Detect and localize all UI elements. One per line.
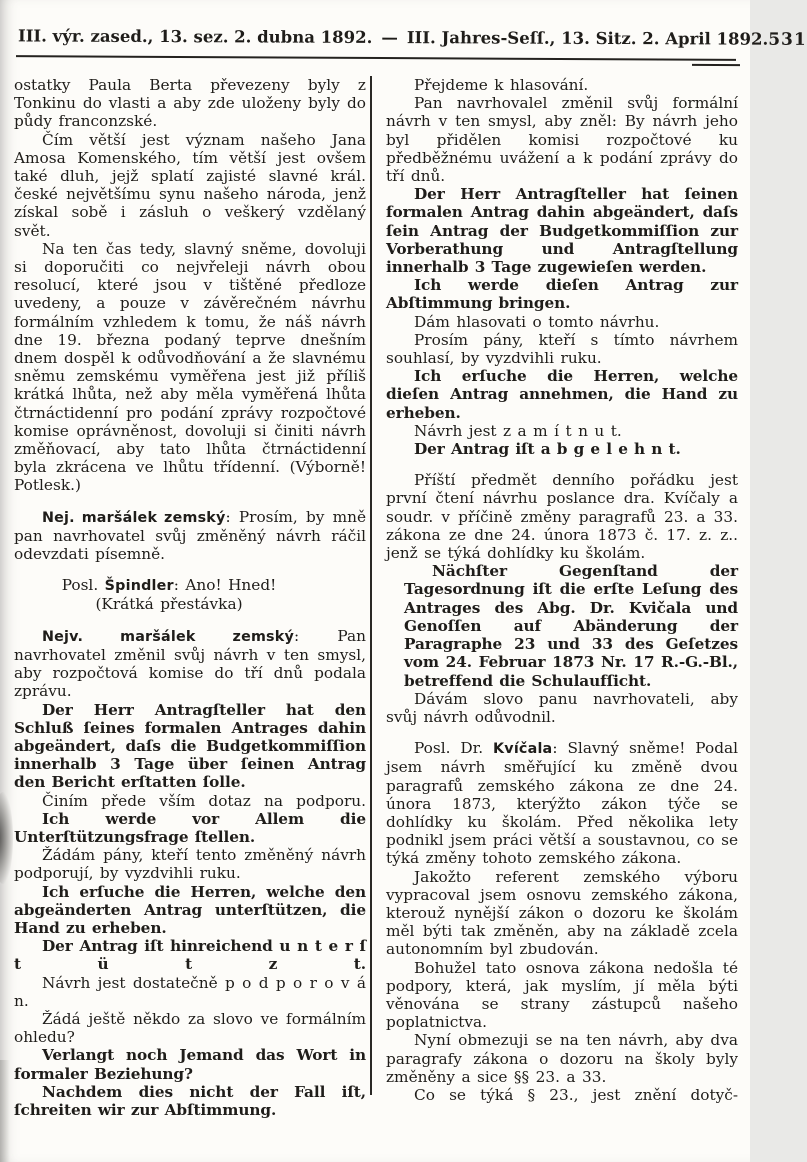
paragraph-text: Co se týká § 23., jest znění dotyč- bbox=[414, 1085, 738, 1104]
left-paragraph-1 bbox=[14, 76, 366, 131]
paragraph-text: (Krátká přestávka) bbox=[95, 595, 243, 614]
left-paragraph-7 bbox=[14, 627, 366, 701]
column-divider bbox=[370, 76, 372, 1095]
scan-artifact-blob bbox=[0, 792, 13, 884]
paragraph-text: Návrh jest z a m í t n u t. bbox=[414, 421, 622, 440]
right-paragraph-5 bbox=[386, 313, 738, 331]
right-paragraph-6 bbox=[386, 331, 738, 367]
speaker-prefix: Posl. Dr. bbox=[414, 739, 494, 758]
paragraph-text: Žádá ještě někdo za slovo ve formálním ohledu? bbox=[14, 1009, 366, 1047]
paragraph-text: Na ten čas tedy, slavný sněme, dovoluji si doporučiti co nejvřeleji návrh obou resolucí, které jsou v tištěné předloze uvedeny, a pouze v závěrečném návrhu formálním vzhledem k tomu, že náš návrh dne 19. března podaný teprve dnešním dnem dospěl k odůvodňování a že slavnému sněmu zemskému vyměřena jest již příliš krátká lhůta, než aby měla vyměřená lhůta čtrnáctidenní pro podání zprávy rozpočtové komise oprávněnost, dovoluji si činiti návrh změňovací, aby tato lhůta čtrnáctidenní byla zkrácena ve lhůtu třídenní. (Výborně! Potlesk.) bbox=[14, 239, 366, 495]
right-paragraph-7 bbox=[386, 367, 738, 422]
right-paragraph-17 bbox=[386, 1086, 738, 1104]
paragraph-text: Der Herr Antragſteller hat ſeinen formalen Antrag dahin abgeändert, daſs ſein Antrag der Budgetkommiſſion zur Vorberathung und Antragſtellung innerhalb 3 Tage zugewieſen werden. bbox=[386, 185, 738, 277]
right-paragraph-10 bbox=[386, 471, 738, 562]
paragraph-text: Jakožto referent zemského výboru vypracoval jsem osnovu zemského zákona, kterouž nynější zákon o dozoru ke školám měl býti tak změněn, aby na základě zcela autonomním byl zbudován. bbox=[386, 867, 738, 959]
paragraph-text: Ich erſuche die Herren, welche dieſen Antrag annehmen, die Hand zu erheben. bbox=[386, 367, 738, 422]
left-paragraph-13 bbox=[14, 937, 366, 973]
paragraph-text: Der Herr Antragſteller hat den Schluß ſeines formalen Antrages dahin abgeändert, daſs die Budgetkommiſſion innerhalb 3 Tage über ſeinen Antrag den Bericht erſtatten ſolle. bbox=[14, 700, 366, 792]
column-right bbox=[386, 76, 738, 1104]
left-paragraph-5 bbox=[14, 576, 366, 595]
speaker-name: Špindler bbox=[104, 578, 174, 595]
right-paragraph-8 bbox=[386, 422, 738, 440]
paragraph-text: ostatky Paula Berta převezeny byly z Tonkinu do vlasti a aby zde uloženy byly do půdy franconzské. bbox=[14, 76, 366, 131]
scan-edge-shade bbox=[0, 1060, 10, 1162]
paragraph-text: Nächſter Gegenſtand der Tagesordnung iſt die erſte Leſung des Antrages des Abg. Dr. Kvičala und Genoſſen auf Abänderung der Paragraphe 23 und 33 des Geſetzes vom 24. Februar 1873 Nr. 17 R.-G.-Bl., betreffend die Schulaufſicht. bbox=[404, 562, 738, 690]
paragraph-text: Čím větší jest význam našeho Jana Amosa Komenského, tím větší jest ovšem také dluh, jejž splatí zajisté slavné král. české největšímu synu našeho národa, jenž získal sobě i zásluh o veškerý vzdělaný svět. bbox=[14, 130, 366, 240]
left-paragraph-2 bbox=[14, 131, 366, 240]
page-number: 531 bbox=[768, 29, 807, 50]
paragraph-text: Pan navrhovalel změnil svůj formální návrh v ten smysl, aby zněl: By návrh jeho byl přidělen komisi rozpočtové ku předběžnému uvážení a k podání zprávy do tří dnů. bbox=[386, 94, 738, 186]
left-paragraph-3 bbox=[14, 240, 366, 495]
paragraph-text: Návrh jest dostatečně p o d p o r o v á n. bbox=[14, 973, 366, 1010]
paragraph-text: Dávám slovo panu navrhovateli, aby svůj návrh odůvodnil. bbox=[386, 689, 738, 726]
column-left bbox=[14, 76, 366, 1119]
left-paragraph-8 bbox=[14, 701, 366, 792]
header-czech-session: III. výr. zased., 13. sez. 2. dubna 1892. bbox=[17, 26, 373, 47]
paragraph-text: Ich werde dieſen Antrag zur Abſtimmung bringen. bbox=[386, 276, 738, 313]
paragraph-text: Dám hlasovati o tomto návrhu. bbox=[414, 312, 660, 331]
right-paragraph-13 bbox=[386, 739, 738, 867]
paragraph-text: Prosím pány, kteří s tímto návrhem souhlasí, by vyzdvihli ruku. bbox=[386, 330, 738, 368]
right-paragraph-11 bbox=[404, 562, 738, 689]
left-paragraph-4 bbox=[14, 508, 366, 564]
paragraph-text: Nachdem dies nicht der Fall iſt, ſchreiten wir zur Abſtimmung. bbox=[14, 1082, 366, 1119]
header-german-session: III. Jahres-Seſſ., 13. Sitz. 2. April 1892. bbox=[406, 28, 769, 49]
paragraph-text: Der Antrag iſt hinreichend u n t e r ſ t ü t z t. bbox=[14, 937, 366, 974]
left-paragraph-12 bbox=[14, 883, 366, 938]
left-paragraph-10 bbox=[14, 810, 366, 846]
paragraph-text: : Pan navrhovatel změnil svůj návrh v ten smysl, aby rozpočtová komise do tří dnů podala zprávu. bbox=[14, 626, 366, 701]
right-paragraph-16 bbox=[386, 1031, 738, 1086]
right-paragraph-15 bbox=[386, 959, 738, 1032]
speaker-name: Kvíčala bbox=[493, 741, 553, 758]
left-paragraph-15 bbox=[14, 1010, 366, 1046]
left-paragraph-6 bbox=[14, 595, 366, 613]
page-number-underline bbox=[692, 64, 740, 66]
paragraph-text: Žádám pány, kteří tento změněný návrh podporují, by vyzdvihli ruku. bbox=[14, 846, 366, 883]
right-paragraph-3 bbox=[386, 185, 738, 276]
running-header bbox=[17, 26, 807, 50]
left-paragraph-16 bbox=[14, 1046, 366, 1082]
right-paragraph-12 bbox=[386, 690, 738, 726]
paragraph-text: Ich erſuche die Herren, welche den abgeänderten Antrag unterſtützen, die Hand zu erheben. bbox=[14, 882, 366, 937]
right-paragraph-4 bbox=[386, 276, 738, 312]
right-paragraph-9 bbox=[386, 440, 738, 458]
paragraph-text: Příští předmět denního pořádku jest první čtení návrhu poslance dra. Kvíčaly a soudr. v příčině změny paragrafů 23. a 33. zákona ze dne 24. února 1873 č. 17. z. z.. jenž se týká dohlídky ku školám. bbox=[386, 471, 738, 563]
paragraph-text: Činím přede vším dotaz na podporu. bbox=[42, 791, 366, 810]
paragraph-text: Nyní obmezuji se na ten návrh, aby dva paragrafy zákona o dozoru na školy byly změněny a sice §§ 23. a 33. bbox=[386, 1031, 738, 1086]
paragraph-text: : Ano! Hned! bbox=[173, 576, 277, 595]
paragraph-text: Der Antrag iſt a b g e l e h n t. bbox=[414, 440, 681, 459]
paragraph-text: Verlangt noch Jemand das Wort in formaler Beziehung? bbox=[14, 1046, 366, 1083]
right-paragraph-2 bbox=[386, 94, 738, 185]
paragraph-text: Ich werde vor Allem die Unterſtützungsfrage ſtellen. bbox=[14, 809, 366, 846]
header-dash: — bbox=[381, 28, 398, 48]
right-paragraph-1 bbox=[386, 76, 738, 94]
left-paragraph-14 bbox=[14, 974, 366, 1010]
speaker-prefix: Posl. bbox=[61, 576, 105, 595]
left-paragraph-11 bbox=[14, 846, 366, 882]
paragraph-text: : Prosím, by mně pan navrhovatel svůj změněný návrh ráčil odevzdati písemně. bbox=[14, 507, 366, 564]
left-paragraph-17 bbox=[14, 1083, 366, 1119]
speaker-name: Nej. maršálek zemský bbox=[42, 509, 226, 526]
paragraph-text: : Slavný sněme! Podal jsem návrh směřující ku změně dvou paragrafů zemského zákona ze dne 24. února 1873, kterýžto zákon týče se dohlídky ku školám. Před několika lety podnikl jsem práci větší a soustavnou, co se týká změny tohoto zemského zákona. bbox=[386, 739, 738, 868]
paragraph-text: Bohužel tato osnova zákona nedošla té podpory, která, jak myslím, jí měla býti věnována se strany zástupců našeho poplatnictva. bbox=[386, 958, 738, 1032]
paragraph-text: Přejdeme k hlasování. bbox=[414, 76, 589, 94]
right-paragraph-14 bbox=[386, 868, 738, 959]
left-paragraph-9 bbox=[14, 792, 366, 810]
header-rule bbox=[16, 55, 736, 61]
speaker-name: Nejv. maršálek zemský bbox=[42, 628, 294, 645]
